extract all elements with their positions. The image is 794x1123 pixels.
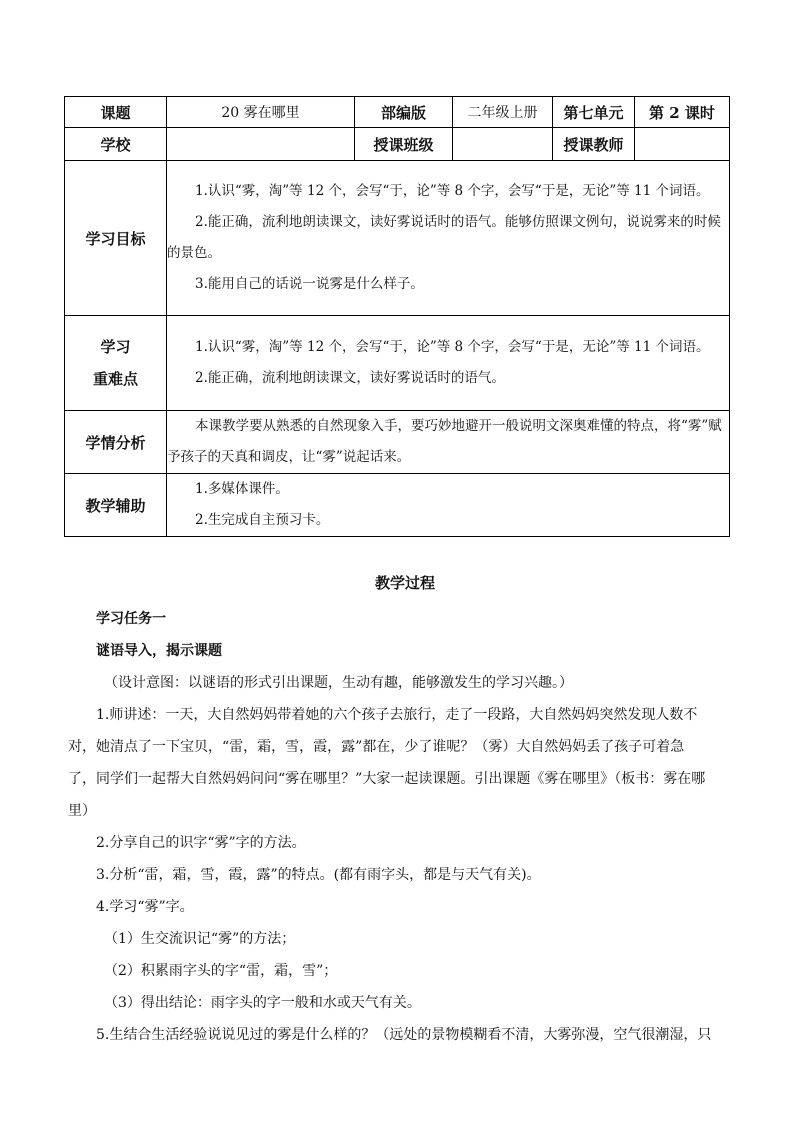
process-step-1: 1.师讲述：一天，大自然妈妈带着她的六个孩子去旅行，走了一段路，大自然妈妈突然发现人数不对，她清点了一下宝贝，“雷，霜，雪，霞，露”都在，少了谁呢？（雾）大自然妈妈丢了孩子可着急了，同学们一起帮大自然妈妈问问“雾在哪里？”大家一起读课题。引出课题《雾在哪里》（板书：雾在哪里）: [68, 707, 706, 819]
class-label: 授课班级: [355, 128, 453, 161]
section-heading: 谜语导入，揭示课题: [96, 643, 222, 659]
key-points-label-line1: 学习: [100, 338, 131, 356]
teacher-value: [635, 128, 730, 161]
school-label: 学校: [65, 128, 167, 161]
school-value: [167, 128, 355, 161]
table-row-objectives: [65, 161, 730, 316]
process-substep-1: （1）生交流识记“雾”的方法；: [104, 931, 296, 947]
objective-item: 2.能正确，流利地朗读课文，读好雾说话时的语气。能够仿照课文例句，说说雾来的时候的景色。: [167, 214, 721, 261]
analysis-text: 本课教学要从熟悉的自然现象入手，要巧妙地避开一般说明文深奥难懂的特点，将“雾”赋予孩子的天真和调皮，让“雾”说起话来。: [167, 418, 722, 465]
analysis-content: [167, 411, 730, 474]
process-title: 教学过程: [374, 574, 435, 592]
lesson-title: 20 雾在哪里: [167, 97, 355, 128]
key-point-item: 2.能正确，流利地朗读课文，读好雾说话时的语气。: [195, 370, 505, 386]
grade: 二年级上册: [453, 97, 553, 128]
process-step-2: 2.分享自己的识字“雾”字的方法。: [96, 835, 306, 851]
objective-item: 3.能用自己的话说一说雾是什么样子。: [195, 276, 424, 292]
lesson-plan-table: [64, 96, 730, 537]
process-step-4: 4.学习“雾”字。: [96, 899, 194, 915]
process-substep-2: （2）积累雨字头的字“雷，霜，雪”；: [104, 963, 338, 979]
class-value: [453, 128, 553, 161]
aids-content: [167, 474, 730, 537]
key-point-item: 1.认识“雾，淘”等 12 个，会写“于，论”等 8 个字，会写“于是，无论”等 11 个词语。: [195, 339, 710, 355]
table-row-key-points: [65, 316, 730, 411]
task-heading: 学习任务一: [96, 611, 166, 627]
teacher-label: 授课教师: [553, 128, 635, 161]
table-row-aids: [65, 474, 730, 537]
table-row-school: [65, 128, 730, 161]
key-points-content: [167, 316, 730, 411]
key-points-label: [65, 316, 167, 411]
aid-item: 2.生完成自主预习卡。: [195, 512, 330, 528]
process-substep-3: （3）得出结论：雨字头的字一般和水或天气有关。: [104, 995, 421, 1011]
unit: 第七单元: [553, 97, 635, 128]
edition: 部编版: [355, 97, 453, 128]
period: 第 2 课时: [635, 97, 730, 128]
objective-item: 1.认识“雾，淘”等 12 个，会写“于，论”等 8 个字，会写“于是，无论”等 11 个词语。: [195, 183, 710, 199]
objectives-label: 学习目标: [65, 161, 167, 316]
design-intent: （设计意图：以谜语的形式引出课题，生动有趣，能够激发生的学习兴趣。）: [104, 675, 573, 691]
aid-item: 1.多媒体课件。: [195, 481, 289, 497]
objectives-content: [167, 161, 730, 316]
teaching-process-section: [68, 572, 746, 1051]
aids-label: 教学辅助: [65, 474, 167, 537]
analysis-label: 学情分析: [65, 411, 167, 474]
key-points-label-line2: 重难点: [92, 370, 138, 388]
process-step-5: 5.生结合生活经验说说见过的雾是什么样的？（远处的景物模糊看不清，大雾弥漫，空气很潮湿，只: [96, 1027, 712, 1043]
table-row-title: [65, 97, 730, 128]
lesson-label: 课题: [65, 97, 167, 128]
table-row-analysis: [65, 411, 730, 474]
process-step-3: 3.分析“雷，霜，雪，霞，露”的特点。(都有雨字头，都是与天气有关)。: [96, 867, 541, 883]
